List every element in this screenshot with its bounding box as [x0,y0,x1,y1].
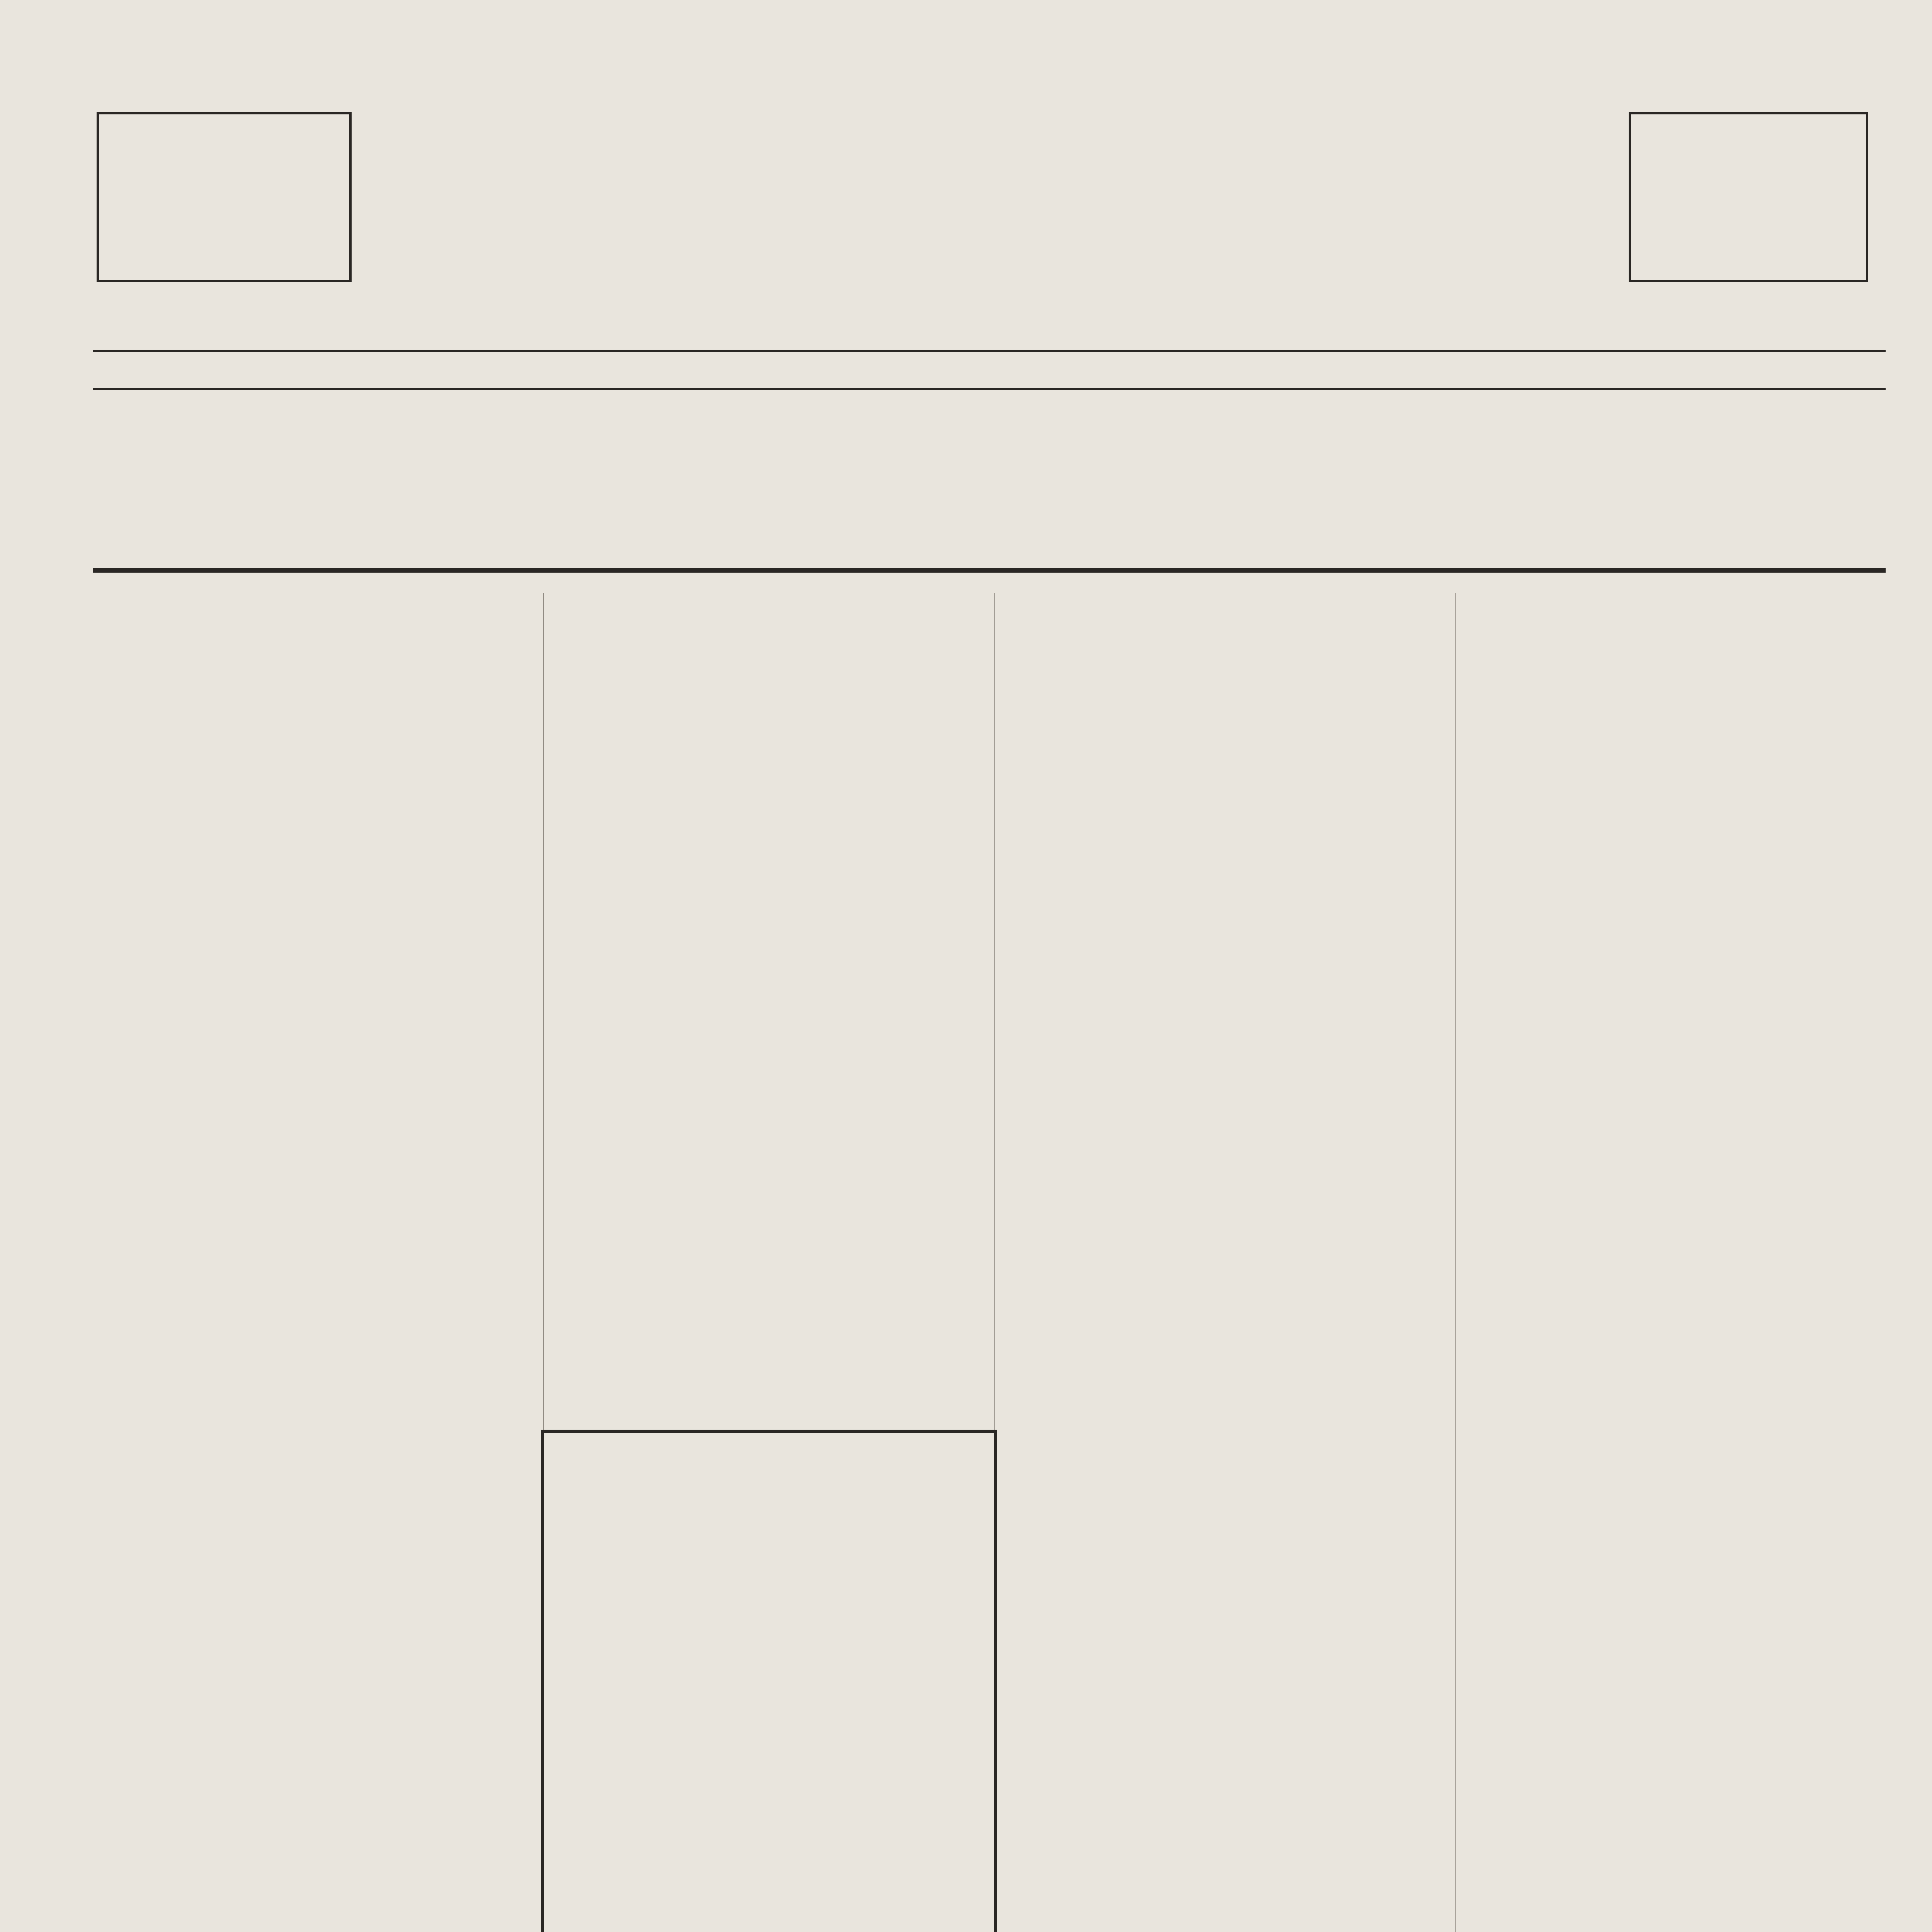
boxed-article [541,1430,997,1932]
headline-rule [93,568,1886,573]
publisher-box [97,112,352,282]
boxed-article-body [560,1454,978,1932]
column-4 [1461,593,1886,1932]
column-1 [99,593,535,1932]
column-divider [1455,593,1456,1932]
main-headline [93,386,1886,560]
subheader-bar [93,352,1886,387]
column-2 [551,593,987,1416]
column-3 [1001,593,1449,1932]
date-box [1629,112,1868,282]
masthead [325,83,1631,284]
header-rule-top [93,350,1886,352]
